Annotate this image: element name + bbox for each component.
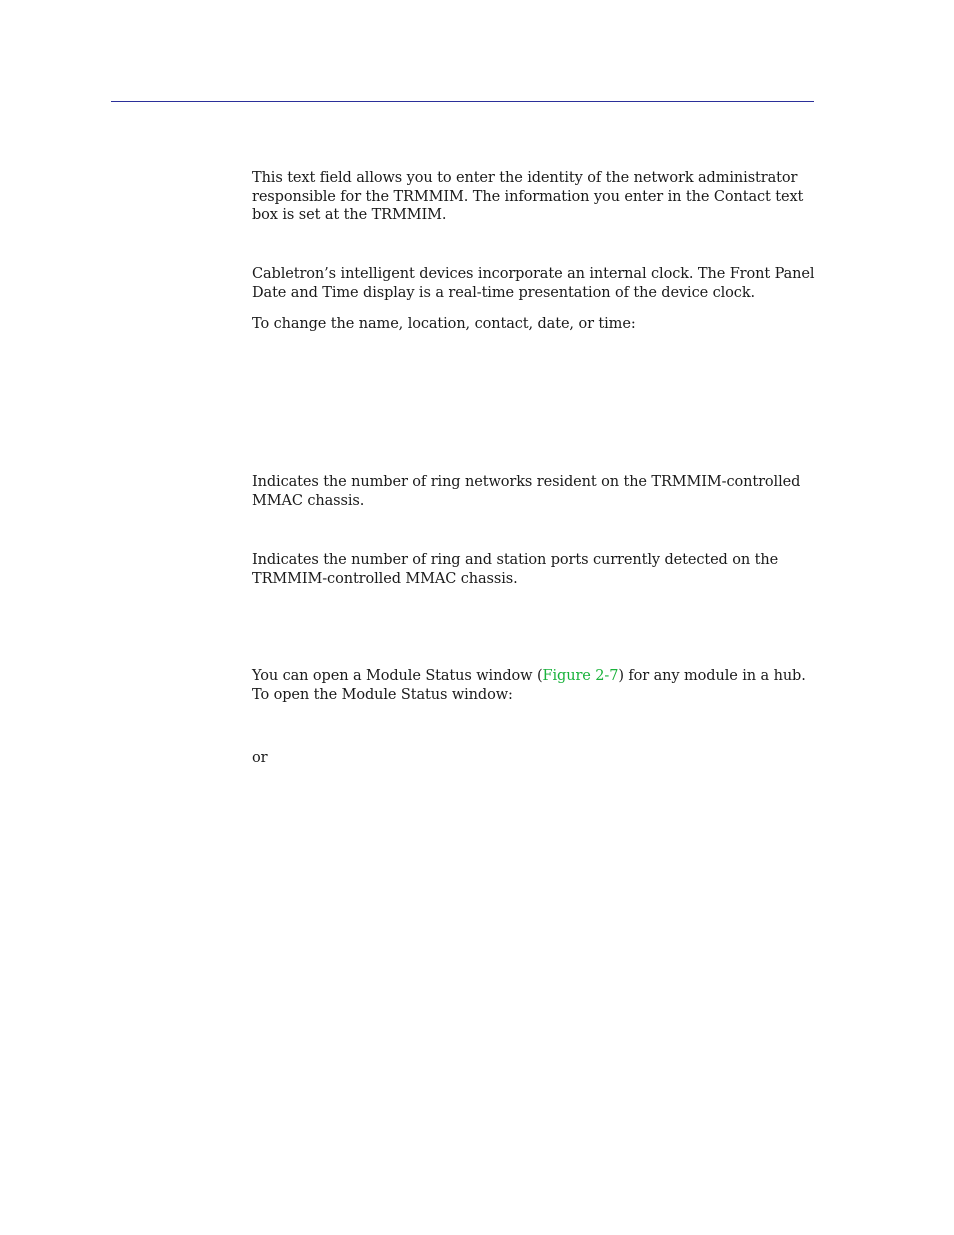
clock-description: Cabletron’s intelligent devices incorporate an internal clock. The Front Panel Date and Time display is a real-time presentation of the device clock.	[252, 266, 815, 301]
module-status-text-after: ) for any module in a hub. To open the Module Status window:	[252, 668, 806, 703]
figure-2-7-link[interactable]: Figure 2-7	[542, 668, 619, 684]
change-instructions-intro: To change the name, location, contact, date, or time:	[252, 316, 636, 332]
contact-description: This text field allows you to enter the identity of the network administrator responsible for the TRMMIM. The information you enter in the Contact text box is set at the TRMMIM.	[252, 170, 804, 223]
module-status-text-before: You can open a Module Status window (	[252, 668, 543, 684]
header-rule	[111, 101, 814, 102]
module-status-description	[252, 667, 818, 704]
rings-description: Indicates the number of ring networks resident on the TRMMIM-controlled MMAC chassis.	[252, 474, 801, 509]
ports-description: Indicates the number of ring and station ports currently detected on the TRMMIM-controlled MMAC chassis.	[252, 552, 779, 587]
or-text: or	[252, 750, 268, 766]
